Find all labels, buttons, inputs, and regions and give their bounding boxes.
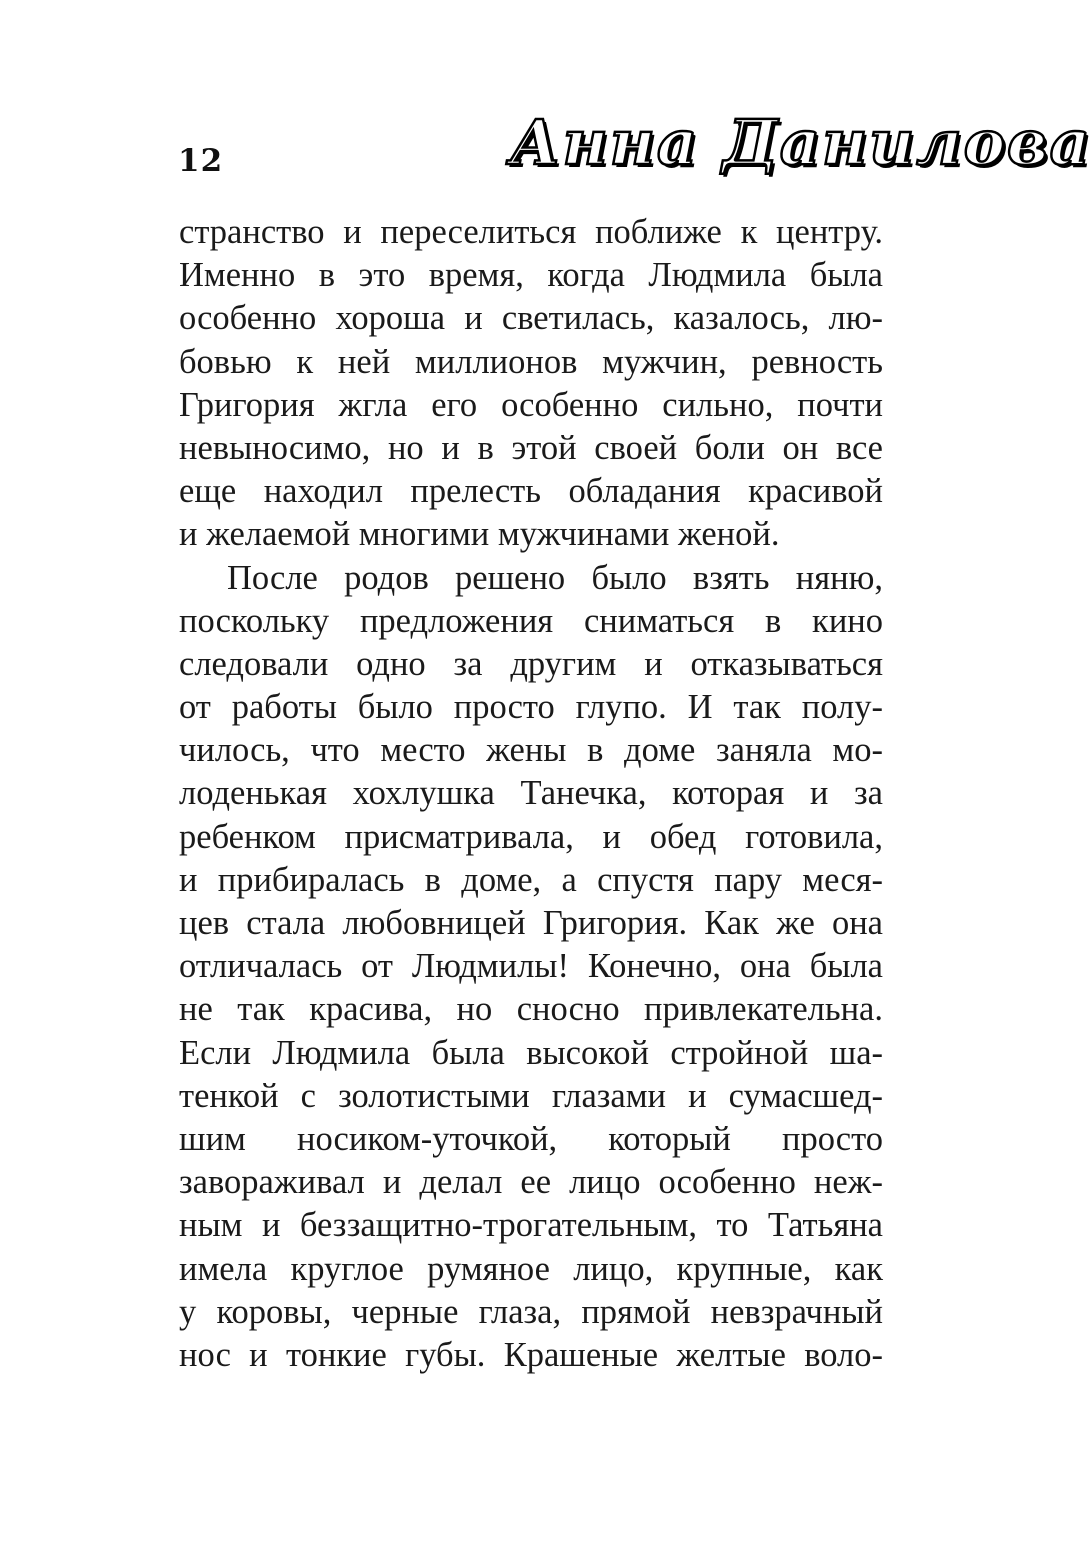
text-line: еще находил прелесть обладания красивой: [179, 472, 883, 511]
text-line: странство и переселиться поближе к центру.: [179, 213, 883, 251]
text-line: Если Людмила была высокой стройной ша-: [179, 1033, 883, 1072]
text-line: и прибиралась в доме, а спустя пару меся-: [179, 860, 883, 899]
text-line: отличалась от Людмилы! Конечно, она была: [179, 947, 883, 986]
text-line: поскольку предложения сниматься в кино: [179, 601, 883, 640]
text-line: имела круглое румяное лицо, крупные, как: [179, 1249, 883, 1288]
text-line: от работы было просто глупо. И так полу-: [179, 688, 883, 727]
text-line: бовью к ней миллионов мужчин, ревность: [179, 342, 883, 381]
body-text: [179, 211, 883, 1377]
text-line: ребенком присматривала, и обед готовила,: [179, 817, 883, 856]
text-line: нос и тонкие губы. Крашеные желтые воло-: [179, 1335, 883, 1374]
text-line: цев стала любовницей Григория. Как же она: [179, 904, 883, 942]
text-line: ным и беззащитно-трогательным, то Татьяна: [179, 1206, 883, 1245]
text-line: Именно в это время, когда Людмила была: [179, 256, 883, 295]
text-line: не так красива, но сносно привлекательна.: [179, 990, 883, 1029]
text-line: следовали одно за другим и отказываться: [179, 644, 883, 683]
text-line: лоденькая хохлушка Танечка, которая и за: [179, 774, 883, 813]
page-number: 12: [178, 143, 224, 179]
paragraph-start-line: После родов решено было взять няню,: [227, 558, 883, 597]
text-line: тенкой с золотистыми глазами и сумасшед-: [179, 1076, 883, 1115]
running-head-author: Анна Данилова: [510, 106, 1092, 179]
text-line: у коровы, черные глаза, прямой невзрачный: [179, 1292, 883, 1331]
text-line: чилось, что место жены в доме заняла мо-: [179, 731, 883, 770]
text-line: невыносимо, но и в этой своей боли он все: [179, 428, 883, 467]
text-line: Григория жгла его особенно сильно, почти: [179, 385, 883, 424]
text-line: и желаемой многими мужчинами женой.: [179, 515, 780, 554]
text-line: шим носиком-уточкой, который просто: [179, 1119, 883, 1158]
text-line: завораживал и делал ее лицо особенно неж-: [179, 1163, 883, 1202]
text-line: особенно хороша и светилась, казалось, лю-: [179, 299, 883, 338]
